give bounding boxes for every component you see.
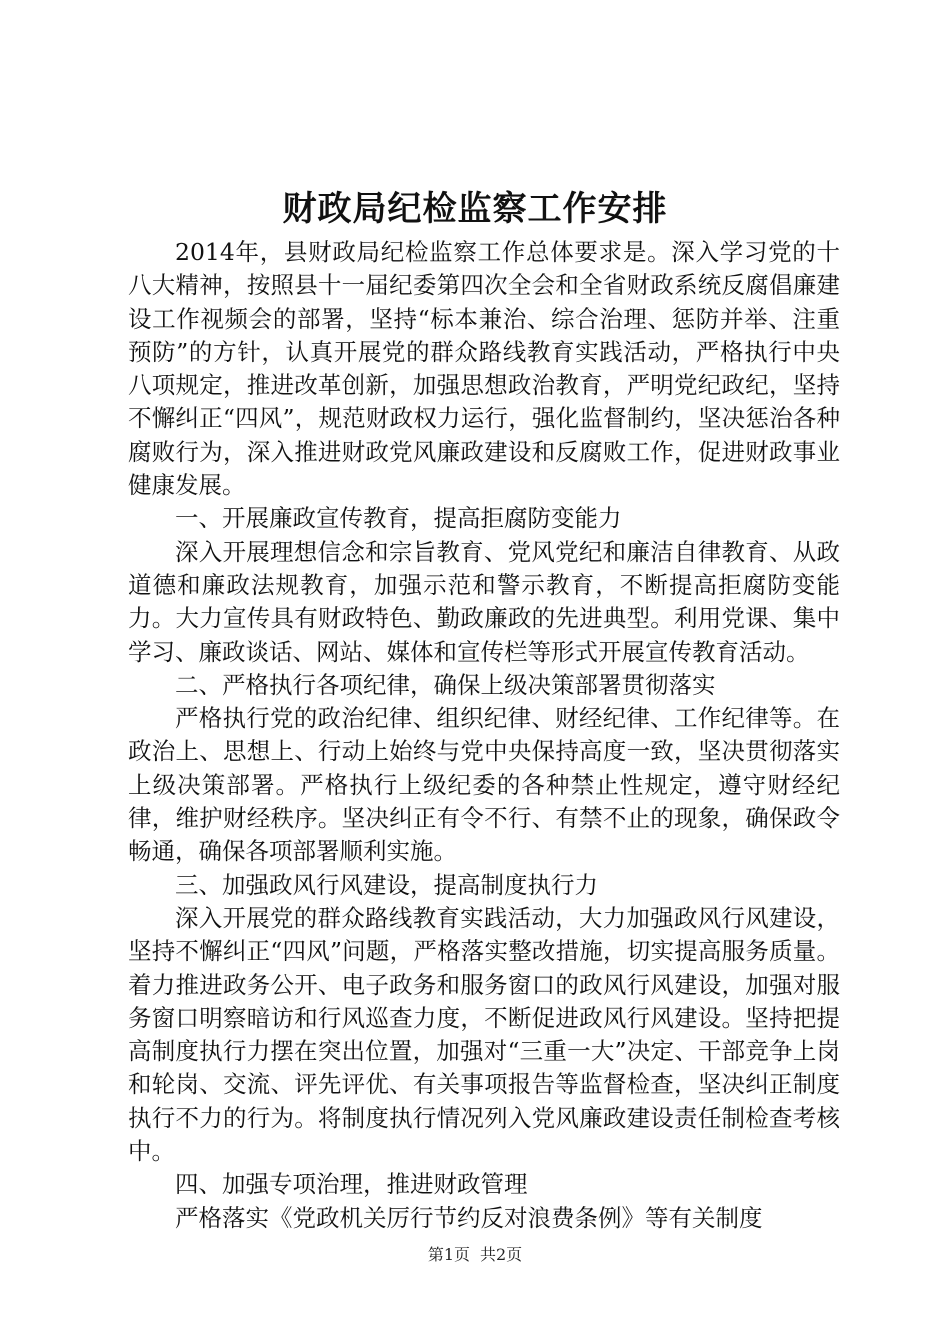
- page-number-total: 共2页: [480, 1245, 523, 1264]
- page-number-current: 第1页: [427, 1245, 470, 1264]
- paragraph-section-4: 严格落实《党政机关厉行节约反对浪费条例》等有关制度: [175, 1203, 763, 1232]
- paragraph-section-2: 严格执行党的政治纪律、组织纪律、财经纪律、工作纪律等。在政治上、思想上、行动上始终与党中央保持高度一致，坚决贯彻落实上级决策部署。严格执行上级纪委的各种禁止性规定，遵守财经纪律，维护财经秩序。坚决纠正有令不行、有禁不止的现象，确保政令畅通，确保各项部署顺利实施。: [128, 704, 840, 866]
- document-body: [128, 236, 840, 1235]
- paragraph-section-3: 深入开展党的群众路线教育实践活动，大力加强政风行风建设，坚持不懈纠正“四风”问题，严格落实整改措施，切实提高服务质量。着力推进政务公开、电子政务和服务窗口的政风行风建设，加强对服务窗口明察暗访和行风巡查力度，不断促进政风行风建设。坚持把提高制度执行力摆在突出位置，加强对“三重一大”决定、干部竞争上岗和轮岗、交流、评先评优、有关事项报告等监督检查，坚决纠正制度执行不力的行为。将制度执行情况列入党风廉政建设责任制检查考核中。: [128, 903, 840, 1166]
- document-title: 财政局纪检监察工作安排: [282, 189, 668, 229]
- paragraph-section-1: 深入开展理想信念和宗旨教育、党风党纪和廉洁自律教育、从政道德和廉政法规教育，加强示范和警示教育，不断提高拒腐防变能力。大力宣传具有财政特色、勤政廉政的先进典型。利用党课、集中学习、廉政谈话、网站、媒体和宣传栏等形式开展宣传教育活动。: [128, 537, 840, 666]
- section-heading-1: 一、开展廉政宣传教育，提高拒腐防变能力: [175, 504, 622, 533]
- page-footer: [0, 1244, 950, 1266]
- section-heading-4: 四、加强专项治理，推进财政管理: [175, 1170, 528, 1199]
- paragraph-intro: 2014年，县财政局纪检监察工作总体要求是。深入学习党的十八大精神，按照县十一届纪委第四次全会和全省财政系统反腐倡廉建设工作视频会的部署，坚持“标本兼治、综合治理、惩防并举、注重预防”的方针，认真开展党的群众路线教育实践活动，严格执行中央八项规定，推进改革创新，加强思想政治教育，严明党纪政纪，坚持不懈纠正“四风”，规范财政权力运行，强化监督制约，坚决惩治各种腐败行为，深入推进财政党风廉政建设和反腐败工作，促进财政事业健康发展。: [128, 238, 840, 500]
- section-heading-3: 三、加强政风行风建设，提高制度执行力: [175, 870, 598, 899]
- section-heading-2: 二、严格执行各项纪律，确保上级决策部署贯彻落实: [175, 670, 716, 699]
